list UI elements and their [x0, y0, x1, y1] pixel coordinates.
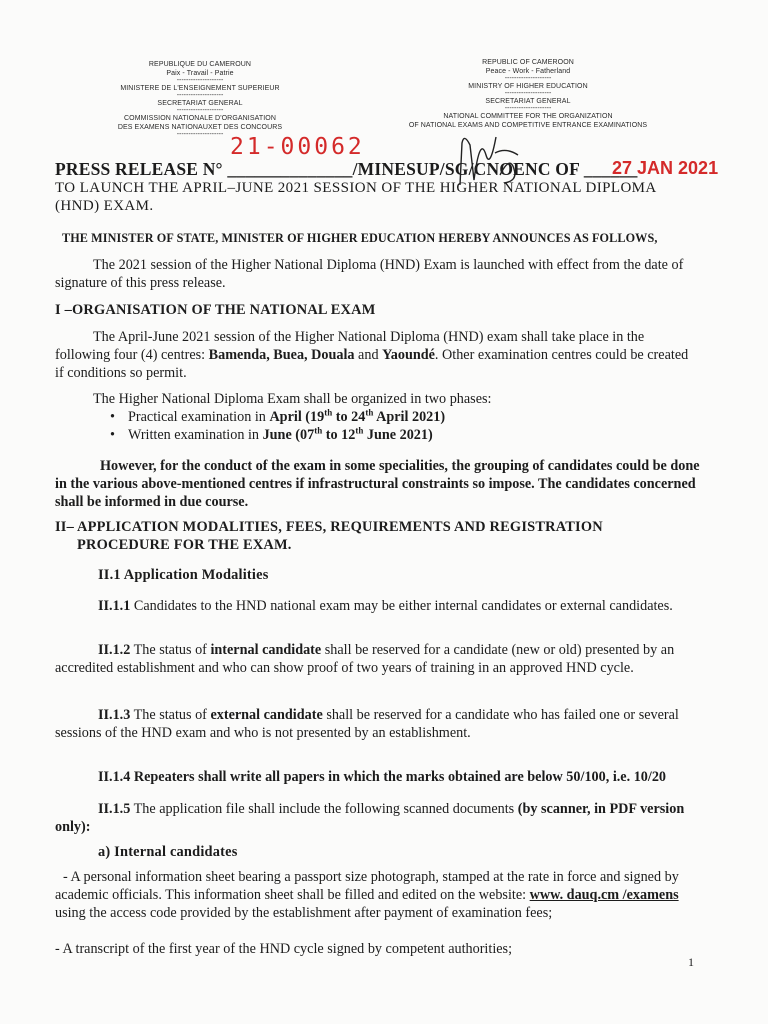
header-right-committee-2: OF NATIONAL EXAMS AND COMPETITIVE ENTRANCE EXAMINATIONS	[408, 122, 648, 129]
header-right-separator: --------------------	[504, 90, 552, 97]
text-run: The status of	[130, 642, 211, 658]
text-run: April (19	[269, 409, 325, 425]
header-left-secretariat: SECRETARIAT GENERAL	[157, 100, 243, 107]
announcement: THE MINISTER OF STATE, MINISTER OF HIGHER EDUCATION HEREBY ANNOUNCES AS FOLLOWS,	[62, 231, 658, 245]
paragraph-2-1-2	[55, 641, 700, 677]
superscript: th	[314, 425, 323, 436]
header-right-separator: --------------------	[504, 105, 552, 112]
paragraph-2-1-4: II.1.4 Repeaters shall write all papers in which the marks obtained are below 50/100, i.e. 10/20	[98, 769, 667, 785]
phase-2-dates	[263, 427, 433, 443]
phases-list	[110, 408, 445, 444]
header-right-country: REPUBLIC OF CAMEROON	[482, 59, 574, 66]
text-run: Practical examination in	[128, 409, 270, 425]
intro-paragraph: The 2021 session of the Higher National Diploma (HND) Exam is launched with effect from the date of signature of this press release.	[55, 257, 684, 291]
section-2-heading-line-1: II– APPLICATION MODALITIES, FEES, REQUIREMENTS AND REGISTRATION	[55, 519, 603, 535]
text-run: Candidates to the HND national exam may be either internal candidates or external candidates.	[130, 598, 673, 614]
subsection-2-1-heading: II.1 Application Modalities	[98, 567, 269, 583]
grouping-note: However, for the conduct of the exam in some specialities, the grouping of candidates could be done in the various above-mentioned centres if infrastructural constraints so impose. The candidates concerned shall be informed in due course.	[55, 458, 700, 510]
text-run: Written examination in	[128, 427, 263, 443]
paragraph-2-1-1	[55, 597, 700, 615]
header-right-separator: --------------------	[504, 75, 552, 82]
paragraph-2-1-5	[55, 800, 700, 836]
header-left-separator: --------------------	[176, 107, 224, 114]
superscript: th	[324, 407, 333, 418]
stamp-number: 21-00062	[230, 134, 365, 160]
text-run: to 24	[332, 409, 366, 425]
paragraph-number: II.1.3	[98, 707, 131, 723]
list-item	[110, 426, 445, 444]
paragraph-2-1-3	[55, 706, 700, 742]
requirement-item-2: - A transcript of the first year of the HND cycle signed by competent authorities;	[55, 941, 513, 957]
text-run: June (07	[262, 427, 315, 443]
text-run: June 2021)	[363, 427, 433, 443]
text-run: shall be reserved for a candidate (new or old) presented by an accredited establishment and who can show proof of two years of training in an approved HND cycle.	[55, 642, 675, 676]
subtitle-line-1: TO LAUNCH THE APRIL–JUNE 2021 SESSION OF THE HIGHER NATIONAL DIPLOMA	[55, 180, 657, 196]
text-run: using the access code provided by the establishment after payment of examination fees;	[55, 905, 553, 921]
text-run: The April-June 2021 session of the Higher National Diploma (HND) exam shall take place in the following four (4) centres:	[55, 329, 645, 363]
text-run: to 12	[322, 427, 356, 443]
header-right	[408, 58, 648, 130]
internal-candidates-heading: a) Internal candidates	[98, 844, 238, 860]
stamp-date: 27 JAN 2021	[612, 158, 719, 178]
requirement-item-1	[55, 868, 700, 922]
superscript: th	[365, 407, 374, 418]
header-right-motto: Peace - Work - Fatherland	[485, 68, 571, 75]
header-left	[100, 60, 300, 138]
header-left-country: REPUBLIQUE DU CAMEROUN	[148, 61, 252, 68]
superscript: th	[355, 425, 364, 436]
press-release-title: PRESS RELEASE N° ______________/MINESUP/SG/CNOENC OF ______	[55, 159, 638, 179]
subtitle-line-2: (HND) EXAM.	[55, 198, 154, 214]
text-run: April 2021)	[373, 409, 446, 425]
section-1-paragraph-2: The Higher National Diploma Exam shall be organized in two phases:	[93, 391, 492, 407]
section-2-heading-line-2: PROCEDURE FOR THE EXAM.	[77, 537, 292, 553]
website-link[interactable]: www. dauq.cm /examens	[529, 887, 679, 903]
internal-candidate-term: internal candidate	[210, 642, 322, 658]
header-right-secretariat: SECRETARIAT GENERAL	[485, 98, 571, 105]
header-left-separator: --------------------	[176, 77, 224, 84]
page-number: 1	[688, 955, 694, 969]
text-run: shall be reserved for a candidate who has failed one or several sessions of the HND exam and who is not presented by an establishment.	[55, 707, 679, 741]
text-run: The application file shall include the following scanned documents	[130, 801, 518, 817]
centre-yaounde: Yaoundé	[382, 347, 435, 363]
header-left-commission-1: COMMISSION NATIONALE D'ORGANISATION	[124, 115, 276, 122]
text-run: The status of	[130, 707, 211, 723]
header-left-ministry: MINISTERE DE L'ENSEIGNEMENT SUPERIEUR	[120, 85, 280, 92]
scan-format-note: (by scanner, in PDF version only):	[55, 801, 685, 835]
list-item	[110, 408, 445, 426]
header-left-separator: --------------------	[176, 131, 224, 138]
external-candidate-term: external candidate	[210, 707, 323, 723]
text-run: . Other examination centres could be created if conditions so permit.	[55, 347, 689, 381]
header-left-motto: Paix - Travail - Patrie	[166, 70, 234, 77]
header-left-separator: --------------------	[176, 92, 224, 99]
section-1-heading: I –ORGANISATION OF THE NATIONAL EXAM	[55, 302, 376, 318]
phase-1-dates	[269, 409, 445, 425]
section-1-paragraph-1	[55, 328, 700, 382]
header-right-ministry: MINISTRY OF HIGHER EDUCATION	[468, 83, 588, 90]
centres-list: Bamenda, Buea, Douala	[208, 347, 355, 363]
paragraph-number: II.1.2	[98, 642, 131, 658]
text-run: and	[354, 347, 383, 363]
header-left-commission-2: DES EXAMENS NATIONAUXET DES CONCOURS	[117, 124, 283, 131]
text-run: - A personal information sheet bearing a passport size photograph, stamped at the rate in force and signed by academic officials. This information sheet shall be filled and edited on the website:	[55, 869, 679, 903]
paragraph-number: II.1.5	[98, 801, 131, 817]
header-right-committee-1: NATIONAL COMMITTEE FOR THE ORGANIZATION	[443, 113, 613, 120]
paragraph-number: II.1.1	[98, 598, 131, 614]
